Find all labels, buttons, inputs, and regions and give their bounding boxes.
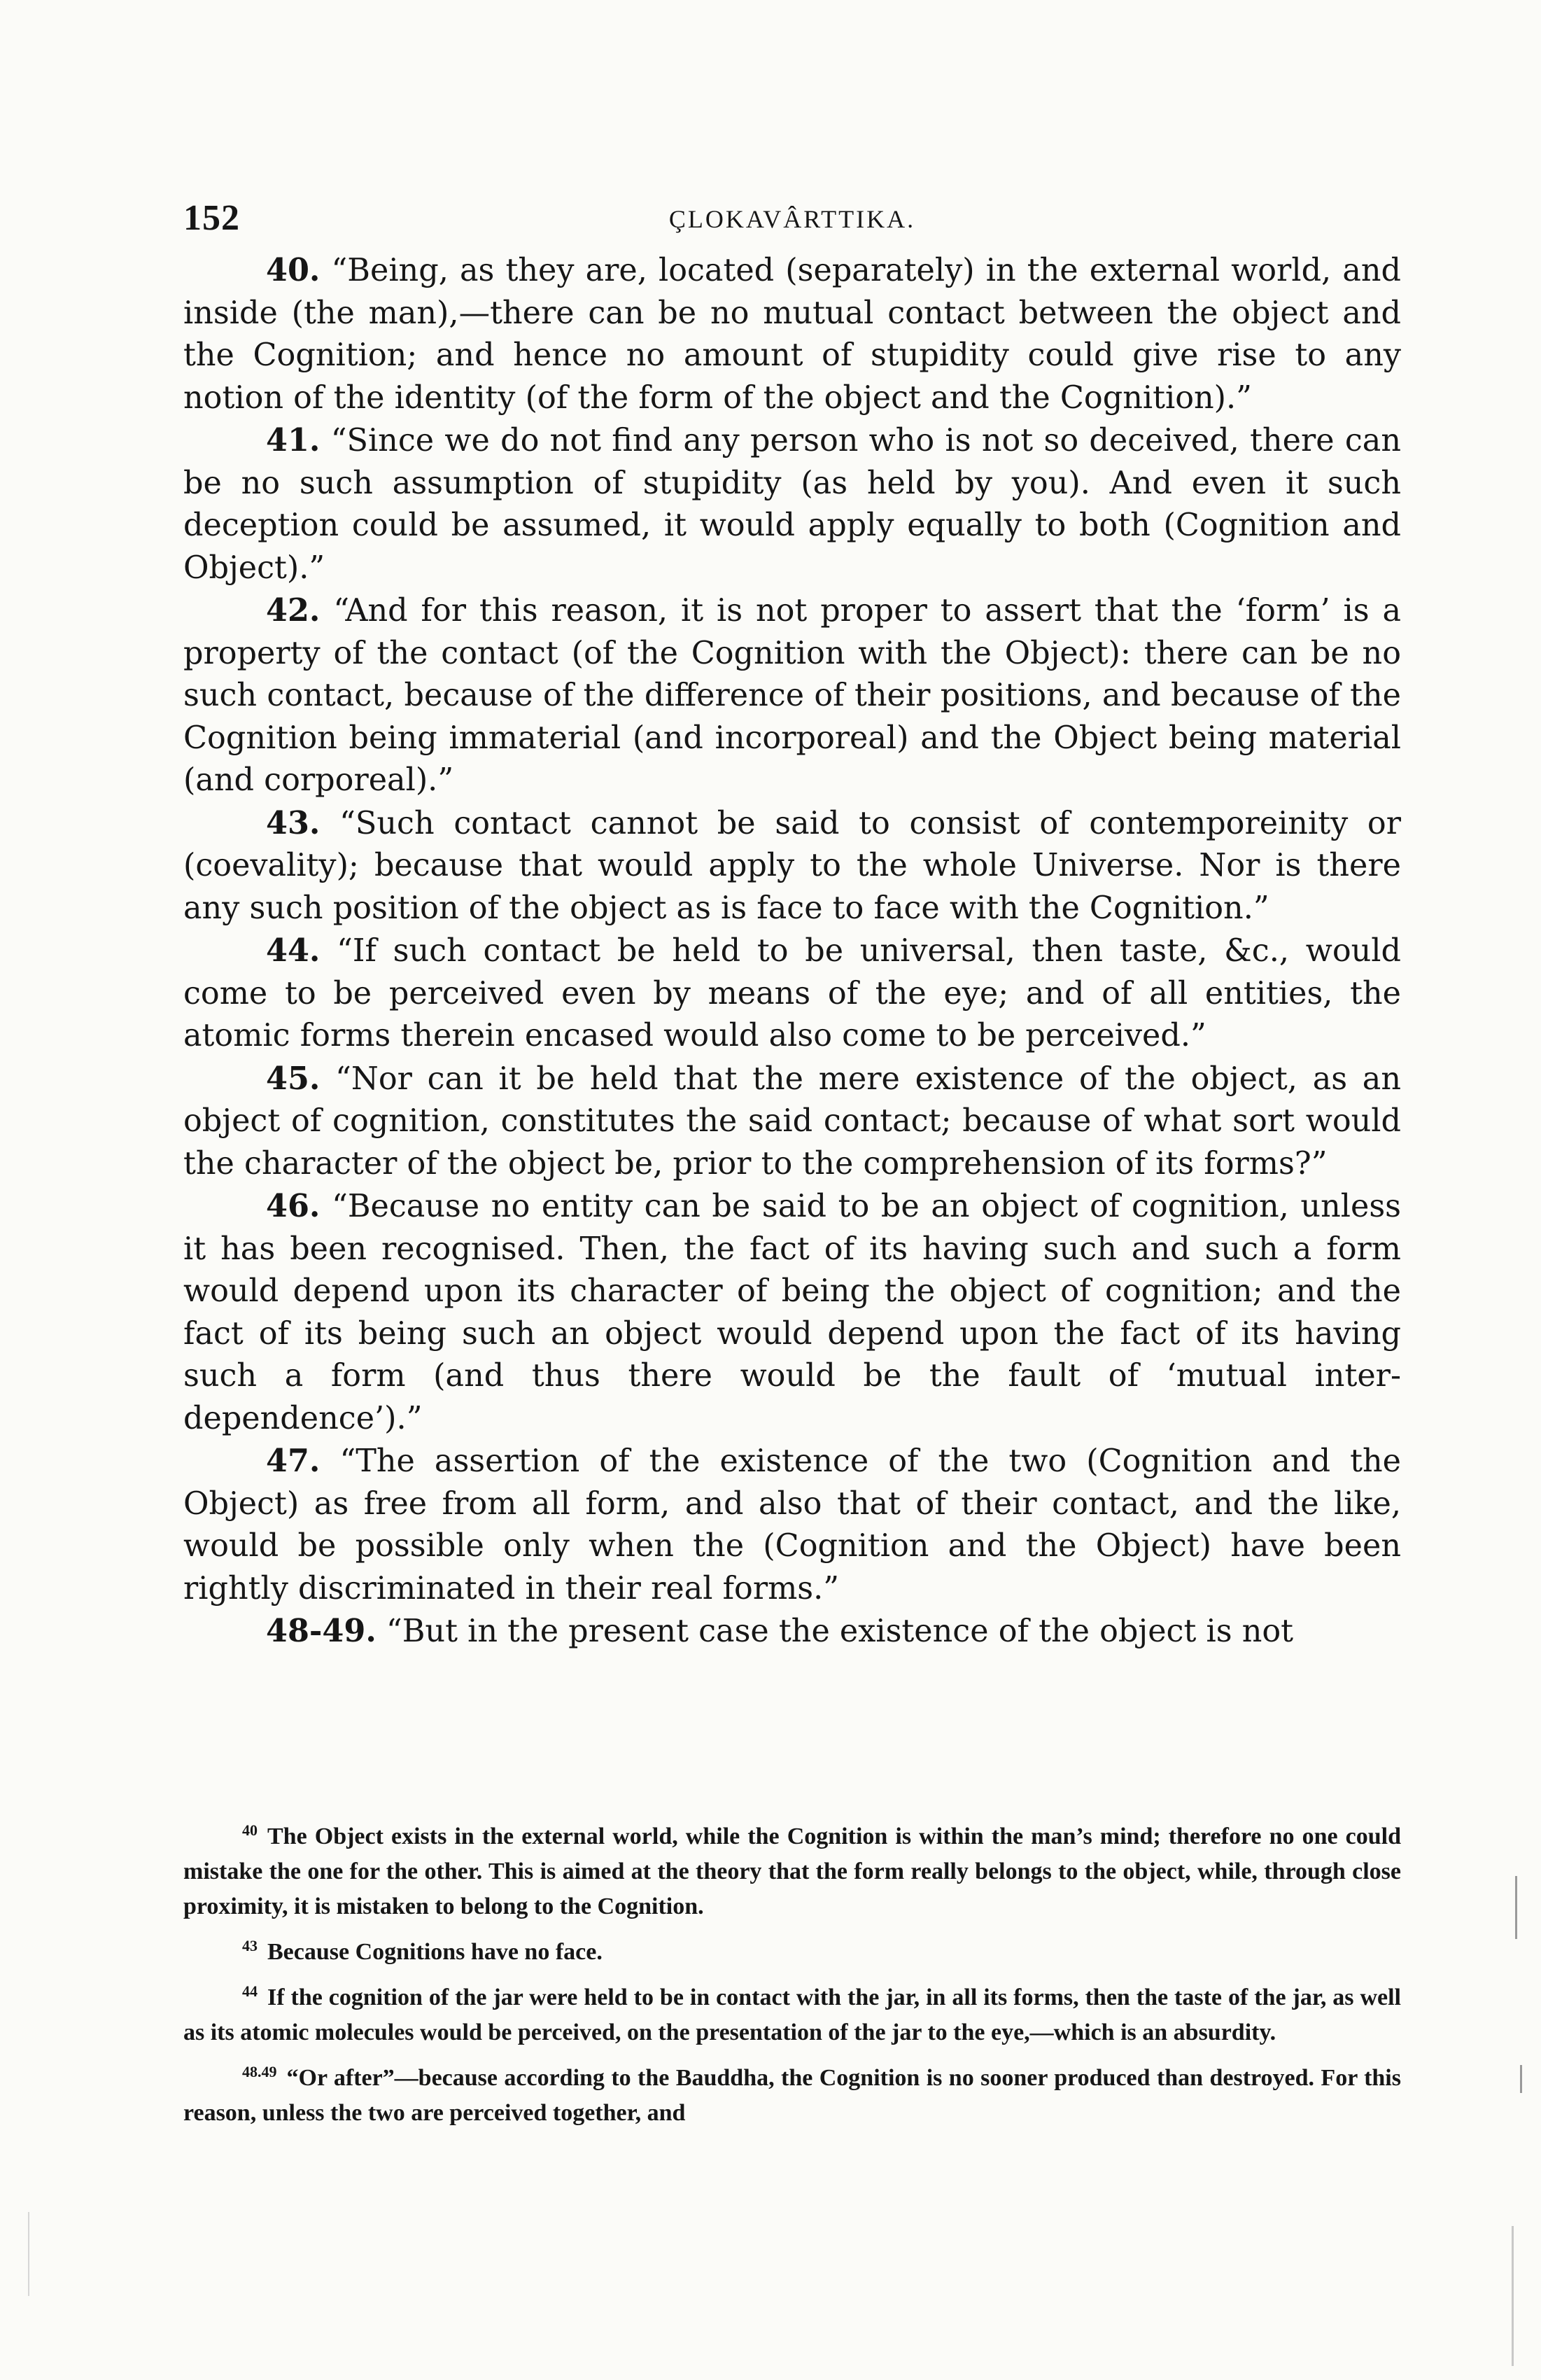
scan-artifact: [1520, 2065, 1522, 2093]
verse-paragraph: [183, 419, 1401, 589]
page-header: [183, 197, 1401, 246]
scan-artifact: [28, 2212, 29, 2296]
footnote-text: Because Cognitions have no face.: [267, 1939, 603, 1965]
footnote-marker: 43: [242, 1937, 258, 1954]
page-number: 152: [183, 198, 240, 238]
scan-artifact: [1512, 2226, 1514, 2366]
footnote: [183, 2054, 1401, 2131]
verse-paragraph: [183, 249, 1401, 419]
verse-paragraph: [183, 1185, 1401, 1440]
footnote: [183, 1974, 1401, 2050]
scan-artifact: [1515, 1876, 1517, 1939]
verse-paragraph: [183, 802, 1401, 930]
footnote: [183, 1813, 1401, 1924]
footnote-text: If the cognition of the jar were held to be in contact with the jar, in all its forms, then the taste of the jar, as well as its atomic molecules would be perceived, on the presentation of the jar to the eye,—which is an absurdity.: [183, 1984, 1401, 2045]
verse-number: 48-49.: [266, 1613, 377, 1649]
verse-text: “If such contact be held to be universal, then taste, &c., would come to be perceived even by means of the eye; and of all entities, the atomic forms therein encased would also come to be perceived.”: [183, 933, 1401, 1054]
verse-text: “Being, as they are, located (separately) in the external world, and inside (the man),—there can be no mutual contact between the object and the Cognition; and hence no amount of stupidity could give rise to any notion of the identity (of the form of the object and the Cognition).”: [183, 253, 1401, 416]
verse-number: 44.: [266, 932, 321, 969]
verse-text: “Nor can it be held that the mere existence of the object, as an object of cognition, constitutes the said contact; because of what sort would the character of the object be, prior to the comprehension of its forms?”: [183, 1060, 1401, 1182]
verse-text: “And for this reason, it is not proper to assert that the ‘form’ is a property of the contact (of the Cognition with the Object): there can be no such contact, because of the difference of their positions, and because of the Cognition being immaterial (and incorporeal) and the Object being material (and corporeal).”: [183, 593, 1401, 798]
verse-paragraph: [183, 1610, 1401, 1653]
verse-number: 45.: [266, 1060, 321, 1097]
footnote-marker: 40: [242, 1821, 258, 1839]
verse-paragraph: [183, 930, 1401, 1058]
verse-paragraph: [183, 589, 1401, 802]
verse-text: “The assertion of the existence of the two (Cognition and the Object) as free from all form, and also that of their contact, and the like, would be possible only when the (Cognition and the Object) have been rightly discriminated in their real forms.”: [183, 1443, 1401, 1606]
verse-number: 46.: [266, 1188, 321, 1224]
verse-paragraph: [183, 1440, 1401, 1610]
footnote-text: “Or after”—because according to the Bauddha, the Cognition is no sooner produced than destroyed. For this reason, unless the two are perceived together, and: [183, 2065, 1401, 2126]
verse-number: 41.: [266, 422, 321, 458]
verse-number: 42.: [266, 592, 321, 629]
footnote: [183, 1928, 1401, 1970]
verse-text: “Because no entity can be said to be an object of cognition, unless it has been recognised. Then, the fact of its having such and such a form would depend upon its character of being the object of cognition; and the fact of its being such an object would depend upon the fact of its having such a form (and thus there would be the fault of ‘mutual inter-dependence’).”: [183, 1189, 1401, 1436]
verse-text: “Since we do not find any person who is not so deceived, there can be no such assumption of stupidity (as held by you). And even it such deception could be assumed, it would apply equally to both (Cognition and Object).”: [183, 423, 1401, 586]
verse-number: 40.: [266, 252, 321, 288]
footnote-text: The Object exists in the external world, while the Cognition is within the man’s mind; therefore no one could mistake the one for the other. This is aimed at the theory that the form really belongs to the object, while, through close proximity, it is mistaken to belong to the Cognition.: [183, 1823, 1401, 1919]
footnote-marker: 44: [242, 1982, 258, 2000]
verse-text: “Such contact cannot be said to consist of contemporeinity or (coevality); because that would apply to the whole Universe. Nor is there any such position of the object as is face to face with the Cognition.”: [183, 805, 1401, 926]
verse-number: 43.: [266, 804, 321, 841]
footnotes: [183, 1813, 1401, 2135]
verse-paragraph: [183, 1058, 1401, 1186]
verse-number: 47.: [266, 1443, 321, 1479]
running-title: ÇLOKAVÂRTTIKA.: [668, 205, 916, 233]
verse-text: “But in the present case the existence of the object is not: [376, 1614, 1294, 1649]
footnote-marker: 48.49: [242, 2063, 277, 2080]
main-text: [183, 249, 1401, 1653]
